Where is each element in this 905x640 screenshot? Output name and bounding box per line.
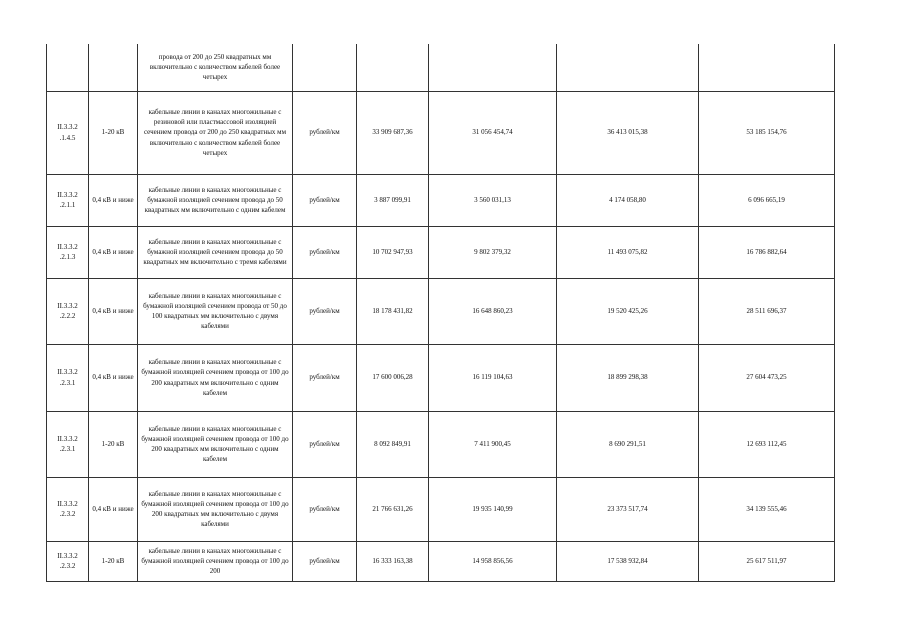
row-value-1: 18 178 431,82 xyxy=(357,278,429,344)
row-value-2 xyxy=(429,44,557,91)
row-value-1 xyxy=(357,44,429,91)
row-code: II.3.3.2 .2.3.1 xyxy=(47,411,89,477)
row-value-3: 18 899 298,38 xyxy=(557,344,699,411)
row-value-2: 7 411 900,45 xyxy=(429,411,557,477)
table-row xyxy=(47,541,835,581)
table-row xyxy=(47,411,835,477)
row-unit: рублей/км xyxy=(293,344,357,411)
table-row xyxy=(47,477,835,541)
row-unit: рублей/км xyxy=(293,174,357,226)
row-value-1: 21 766 631,26 xyxy=(357,477,429,541)
row-value-1: 16 333 163,38 xyxy=(357,541,429,581)
row-description: кабельные линии в каналах многожильные с бумажной изоляцией сечением провода до 50 квадратных мм включительно с одним кабелем xyxy=(138,174,293,226)
row-description: провода от 200 до 250 квадратных мм включительно с количеством кабелей более четырех xyxy=(138,44,293,91)
row-voltage: 0,4 кВ и ниже xyxy=(89,344,138,411)
row-code: II.3.3.2 .1.4.5 xyxy=(47,91,89,174)
row-description: кабельные линии в каналах многожильные с бумажной изоляцией сечением провода до 50 квадратных мм включительно с тремя кабелями xyxy=(138,226,293,278)
row-description: кабельные линии в каналах многожильные с бумажной изоляцией сечением провода от 50 до 100 квадратных мм включительно с двумя кабелями xyxy=(138,278,293,344)
row-unit: рублей/км xyxy=(293,541,357,581)
row-voltage: 0,4 кВ и ниже xyxy=(89,278,138,344)
row-value-2: 16 119 104,63 xyxy=(429,344,557,411)
row-code: II.3.3.2 .2.2.2 xyxy=(47,278,89,344)
row-description: кабельные линии в каналах многожильные с бумажной изоляцией сечением провода от 100 до 200 квадратных мм включительно с двумя кабелями xyxy=(138,477,293,541)
row-value-3: 4 174 058,80 xyxy=(557,174,699,226)
row-value-1: 3 887 099,91 xyxy=(357,174,429,226)
row-value-1: 10 702 947,93 xyxy=(357,226,429,278)
row-voltage: 1-20 кВ xyxy=(89,541,138,581)
row-unit: рублей/км xyxy=(293,477,357,541)
row-value-2: 14 958 856,56 xyxy=(429,541,557,581)
row-value-4 xyxy=(699,44,835,91)
row-value-2: 16 648 860,23 xyxy=(429,278,557,344)
row-value-2: 19 935 140,99 xyxy=(429,477,557,541)
row-value-3: 11 493 075,82 xyxy=(557,226,699,278)
row-unit xyxy=(293,44,357,91)
row-value-3: 17 538 932,84 xyxy=(557,541,699,581)
row-value-4: 53 185 154,76 xyxy=(699,91,835,174)
table-row xyxy=(47,91,835,174)
row-value-1: 33 909 687,36 xyxy=(357,91,429,174)
row-code: II.3.3.2 .2.3.1 xyxy=(47,344,89,411)
row-description: кабельные линии в каналах многожильные с бумажной изоляцией сечением провода от 100 до 200 xyxy=(138,541,293,581)
table-row xyxy=(47,278,835,344)
row-value-4: 12 693 112,45 xyxy=(699,411,835,477)
row-description: кабельные линии в каналах многожильные с резиновой или пластмассовой изоляцией сечением провода от 200 до 250 квадратных мм включительно с количеством кабелей более четырех xyxy=(138,91,293,174)
row-value-3: 8 690 291,51 xyxy=(557,411,699,477)
table-row xyxy=(47,44,835,91)
row-value-4: 16 786 882,64 xyxy=(699,226,835,278)
row-value-1: 8 092 849,91 xyxy=(357,411,429,477)
row-voltage: 0,4 кВ и ниже xyxy=(89,174,138,226)
row-description: кабельные линии в каналах многожильные с бумажной изоляцией сечением провода от 100 до 200 квадратных мм включительно с одним кабелем xyxy=(138,344,293,411)
row-code: II.3.3.2 .2.3.2 xyxy=(47,477,89,541)
row-value-3 xyxy=(557,44,699,91)
row-value-4: 6 096 665,19 xyxy=(699,174,835,226)
row-value-3: 23 373 517,74 xyxy=(557,477,699,541)
row-value-2: 31 056 454,74 xyxy=(429,91,557,174)
row-value-4: 28 511 696,37 xyxy=(699,278,835,344)
row-voltage: 1-20 кВ xyxy=(89,411,138,477)
table-row xyxy=(47,226,835,278)
table-row xyxy=(47,344,835,411)
tariff-table xyxy=(46,44,835,582)
row-value-1: 17 600 006,28 xyxy=(357,344,429,411)
row-value-2: 3 560 031,13 xyxy=(429,174,557,226)
row-unit: рублей/км xyxy=(293,91,357,174)
table-row xyxy=(47,174,835,226)
row-value-3: 36 413 015,38 xyxy=(557,91,699,174)
row-unit: рублей/км xyxy=(293,411,357,477)
row-code: II.3.3.2 .2.1.1 xyxy=(47,174,89,226)
row-voltage: 0,4 кВ и ниже xyxy=(89,226,138,278)
row-value-4: 25 617 511,97 xyxy=(699,541,835,581)
row-voltage: 1-20 кВ xyxy=(89,91,138,174)
row-value-4: 27 604 473,25 xyxy=(699,344,835,411)
row-value-3: 19 520 425,26 xyxy=(557,278,699,344)
row-code: II.3.3.2 .2.1.3 xyxy=(47,226,89,278)
row-voltage xyxy=(89,44,138,91)
row-unit: рублей/км xyxy=(293,278,357,344)
row-value-2: 9 802 379,32 xyxy=(429,226,557,278)
row-voltage: 0,4 кВ и ниже xyxy=(89,477,138,541)
row-description: кабельные линии в каналах многожильные с бумажной изоляцией сечением провода от 100 до 200 квадратных мм включительно с одним кабелем xyxy=(138,411,293,477)
row-code: II.3.3.2 .2.3.2 xyxy=(47,541,89,581)
row-unit: рублей/км xyxy=(293,226,357,278)
row-code xyxy=(47,44,89,91)
row-value-4: 34 139 555,46 xyxy=(699,477,835,541)
